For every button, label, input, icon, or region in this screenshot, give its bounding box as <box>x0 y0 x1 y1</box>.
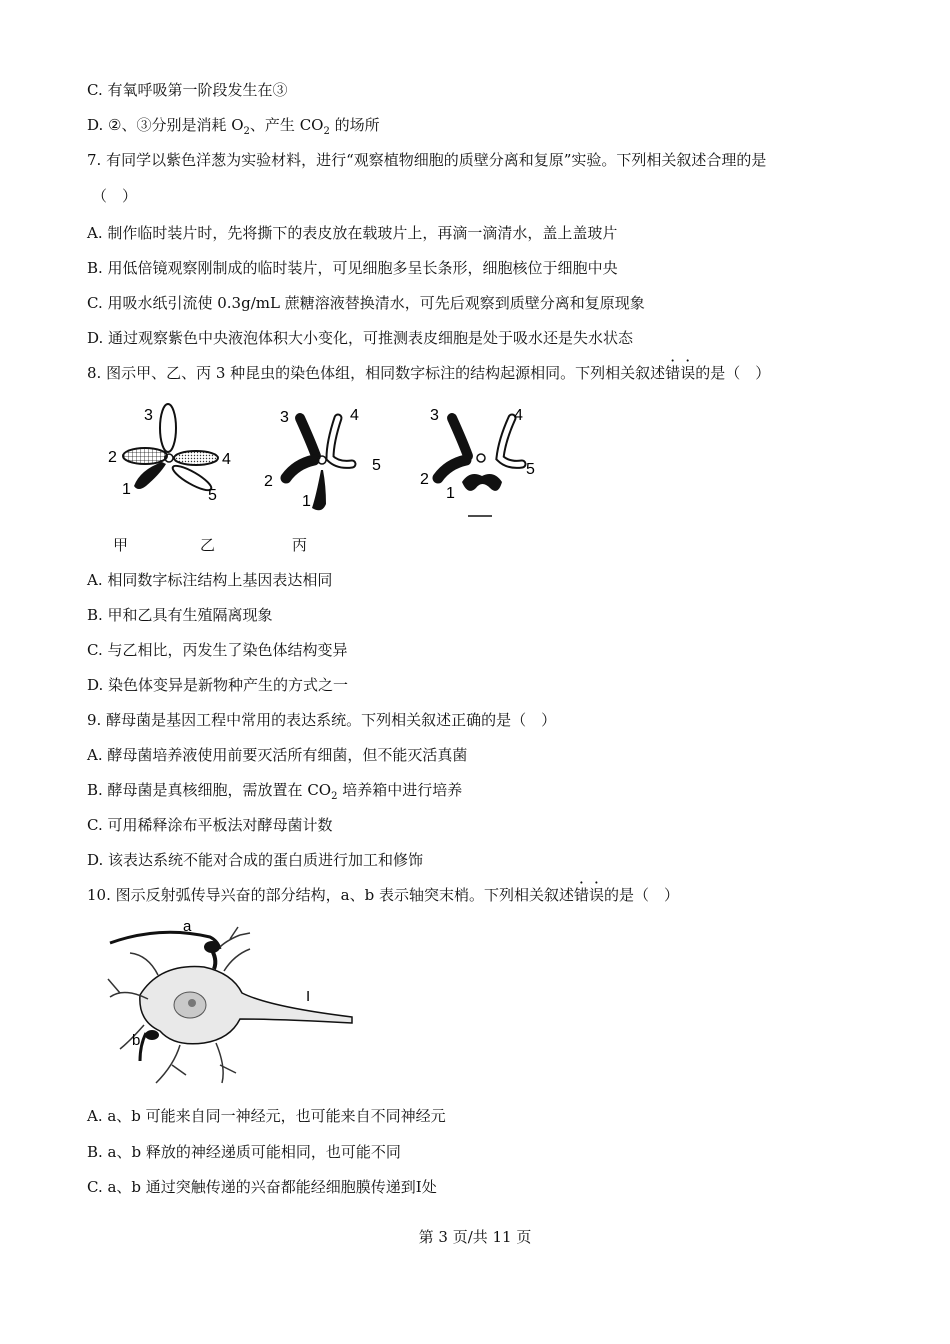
label-2: 2 <box>420 471 429 488</box>
option-8a: A. 相同数字标注结构上基因表达相同 <box>87 571 333 589</box>
option-8c: C. 与乙相比，丙发生了染色体结构变异 <box>87 641 348 659</box>
label-3: 3 <box>430 407 439 424</box>
label-1: 1 <box>446 485 455 502</box>
question-7-paren: （ ） <box>92 187 138 205</box>
label-1: 1 <box>302 493 311 510</box>
figure-label-bing: 丙 <box>292 536 308 554</box>
page-footer: 第 3 页/共 11 页 <box>418 1228 532 1246</box>
label-2: 2 <box>108 449 117 466</box>
karyotype-bing <box>420 407 535 516</box>
option-9d: D. 该表达系统不能对合成的蛋白质进行加工和修饰 <box>87 851 424 869</box>
label-I: I <box>306 988 311 1005</box>
option-7c: C. 用吸水纸引流使 0.3g/mL 蔗糖溶液替换清水，可先后观察到质壁分离和复原现象 <box>87 294 645 312</box>
option-7a: A. 制作临时装片时，先将撕下的表皮放在载玻片上，再滴一滴清水，盖上盖玻片 <box>87 224 618 242</box>
label-4: 4 <box>514 407 523 424</box>
karyotype-jia <box>108 404 231 504</box>
karyotype-yi <box>264 407 381 510</box>
figure-label-jia: 甲 <box>113 536 129 554</box>
label-b: b <box>132 1032 141 1049</box>
label-5: 5 <box>526 461 535 478</box>
label-4: 4 <box>350 407 359 424</box>
neuron-figure <box>100 915 360 1090</box>
option-9c: C. 可用稀释涂布平板法对酵母菌计数 <box>87 816 333 834</box>
option-7b: B. 用低倍镜观察刚制成的临时装片，可见细胞多呈长条形，细胞核位于细胞中央 <box>87 259 618 277</box>
question-9: 9. 酵母菌是基因工程中常用的表达系统。下列相关叙述正确的是（ ） <box>87 711 557 729</box>
label-4: 4 <box>222 451 231 468</box>
label-3: 3 <box>280 409 289 426</box>
option-6d: D. ②、③分别是消耗 $O_2$、产生 $CO_2$ 的场所 <box>87 116 380 137</box>
option-10b: B. a、b 释放的神经递质可能相同，也可能不同 <box>87 1143 401 1161</box>
question-8: 8. 图示甲、乙、丙 3 种昆虫的染色体组，相同数字标注的结构起源相同。下列相关叙述错误的是（ ） <box>87 364 771 382</box>
option-10c: C. a、b 通过突触传递的兴奋都能经细胞膜传递到Ⅰ处 <box>87 1178 437 1196</box>
label-3: 3 <box>144 407 153 424</box>
option-8b: B. 甲和乙具有生殖隔离现象 <box>87 606 273 624</box>
option-10a: A. a、b 可能来自同一神经元，也可能来自不同神经元 <box>87 1107 446 1125</box>
label-1: 1 <box>122 481 131 498</box>
option-9a: A. 酵母菌培养液使用前要灭活所有细菌，但不能灭活真菌 <box>87 746 468 764</box>
question-7: 7. 有同学以紫色洋葱为实验材料，进行“观察植物细胞的质壁分离和复原”实验。下列相关叙述合理的是 <box>87 151 767 169</box>
label-5: 5 <box>208 487 217 504</box>
question-10: 10. 图示反射弧传导兴奋的部分结构，a、b 表示轴突末梢。下列相关叙述错误的是（ ） <box>87 886 679 904</box>
option-6c: C. 有氧呼吸第一阶段发生在③ <box>87 81 288 99</box>
label-5: 5 <box>372 457 381 474</box>
chromosome-figure <box>100 400 560 560</box>
option-7d: D. 通过观察紫色中央液泡体积大小变化，可推测表皮细胞是处于吸水还是失水状态 <box>87 329 634 347</box>
option-8d: D. 染色体变异是新物种产生的方式之一 <box>87 676 349 694</box>
option-9b: B. 酵母菌是真核细胞，需放置在 $CO_2$ 培养箱中进行培养 <box>87 781 463 802</box>
label-a: a <box>183 918 192 935</box>
label-2: 2 <box>264 473 273 490</box>
figure-label-yi: 乙 <box>200 536 216 554</box>
